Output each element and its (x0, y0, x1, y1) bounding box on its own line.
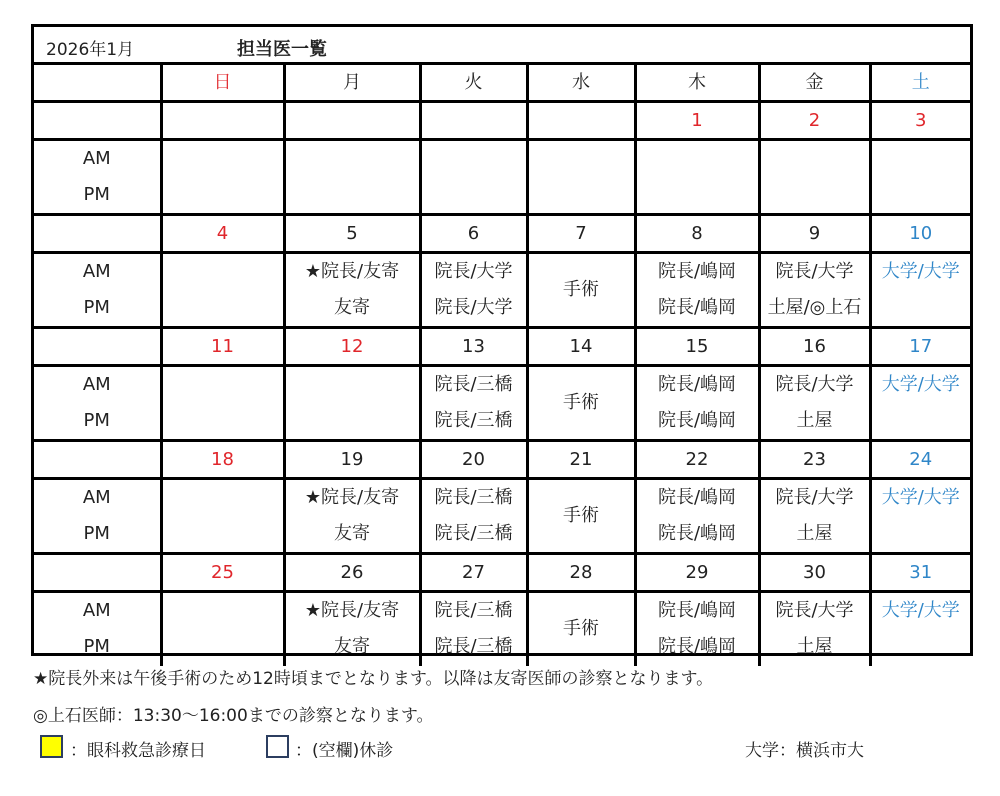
pm-doctors: 土屋 (796, 523, 833, 544)
weekday-header: 木 (635, 65, 759, 102)
pm-doctors (872, 516, 971, 552)
slot-label: PM (83, 523, 110, 544)
date-cell: 5 (284, 215, 420, 253)
schedule-cell (161, 366, 284, 441)
schedule-cell (870, 253, 970, 328)
schedule-cell (284, 479, 420, 554)
pm-doctors: 院長/嶋岡 (657, 523, 737, 544)
schedule-cell (420, 140, 527, 215)
pm-doctors (286, 403, 419, 439)
pm-doctors: 土屋 (796, 410, 833, 431)
schedule-cell (759, 592, 870, 666)
am-doctors: 院長/嶋岡 (657, 487, 737, 508)
schedule-cell (527, 366, 635, 441)
date-cell: 3 (870, 102, 970, 140)
date-cell: 31 (870, 554, 970, 592)
date-cell: 19 (284, 441, 420, 479)
schedule-cell (870, 479, 970, 554)
date-row-label (34, 328, 161, 366)
schedule-cell (284, 140, 420, 215)
am-doctors: 院長/三橋 (434, 487, 513, 508)
date-cell: 18 (161, 441, 284, 479)
weekday-header: 土 (870, 65, 970, 102)
date-cell: 25 (161, 554, 284, 592)
date-row (34, 441, 970, 479)
surgery-label: 手術 (563, 279, 599, 300)
date-row-label (34, 554, 161, 592)
pm-doctors: 院長/大学 (434, 297, 513, 318)
date-cell: 10 (870, 215, 970, 253)
pm-doctors (529, 177, 634, 213)
am-doctors (761, 141, 869, 177)
surgery-label: 手術 (563, 618, 599, 640)
pm-doctors (872, 629, 971, 665)
slot-label: AM (82, 487, 111, 508)
slot-labels (34, 479, 161, 554)
date-cell: 16 (759, 328, 870, 366)
schedule-row (34, 140, 970, 215)
emergency-legend-swatch (40, 735, 63, 758)
am-doctors (286, 141, 419, 177)
am-doctors (163, 254, 283, 290)
slot-labels (34, 140, 161, 215)
note-line-1: ★院長外来は午後手術のため12時頃までとなります。以降は友寄医師の診察となります。 (33, 669, 714, 689)
schedule-cell (284, 592, 420, 666)
pm-doctors: 土屋 (796, 636, 833, 658)
date-cell: 11 (161, 328, 284, 366)
slot-label: PM (83, 184, 110, 205)
schedule-cell (759, 479, 870, 554)
slot-label: PM (83, 410, 110, 431)
date-cell: 6 (420, 215, 527, 253)
weekday-header: 金 (759, 65, 870, 102)
date-cell: 30 (759, 554, 870, 592)
schedule-row (34, 366, 970, 441)
date-cell: 29 (635, 554, 759, 592)
am-doctors (286, 367, 419, 403)
pm-doctors (872, 177, 971, 213)
date-cell: 2 (759, 102, 870, 140)
am-doctors: 大学/大学 (881, 487, 960, 508)
pm-doctors: 友寄 (334, 523, 370, 544)
pm-doctors: 院長/嶋岡 (657, 636, 737, 658)
am-doctors (163, 141, 283, 177)
schedule-cell (870, 592, 970, 666)
corner-cell (34, 65, 161, 102)
date-cell: 27 (420, 554, 527, 592)
am-doctors (163, 593, 283, 629)
am-doctors: ★院長/友寄 (304, 600, 400, 622)
slot-label: AM (82, 374, 111, 395)
schedule-cell (527, 140, 635, 215)
weekday-header: 水 (527, 65, 635, 102)
am-doctors: 院長/嶋岡 (657, 261, 737, 282)
pm-doctors: 友寄 (334, 636, 370, 658)
am-doctors: 院長/大学 (775, 374, 854, 395)
schedule-row (34, 253, 970, 328)
pm-doctors: 友寄 (334, 297, 370, 318)
date-cell: 21 (527, 441, 635, 479)
am-doctors (422, 141, 526, 177)
schedule-cell (635, 253, 759, 328)
am-doctors: 院長/三橋 (434, 374, 513, 395)
am-doctors: ★院長/友寄 (304, 261, 400, 282)
pm-doctors (761, 177, 869, 213)
schedule-cell (870, 140, 970, 215)
schedule-cell (635, 479, 759, 554)
am-doctors (163, 480, 283, 516)
schedule-sheet (31, 24, 973, 656)
am-doctors (163, 367, 283, 403)
am-doctors: 院長/大学 (775, 487, 854, 508)
schedule-cell (161, 140, 284, 215)
calendar-table (34, 65, 970, 666)
sheet-title: 担当医一覧 (237, 39, 327, 60)
pm-doctors (163, 290, 283, 326)
schedule-row (34, 479, 970, 554)
slot-label: AM (82, 148, 111, 169)
date-row (34, 215, 970, 253)
schedule-row (34, 592, 970, 666)
month-label: 2026年1月 (46, 40, 135, 60)
university-note: 大学：横浜市大 (745, 741, 864, 761)
date-cell: 4 (161, 215, 284, 253)
am-doctors: ★院長/友寄 (304, 487, 400, 508)
slot-labels (34, 253, 161, 328)
slot-label: PM (83, 297, 110, 318)
date-cell: 14 (527, 328, 635, 366)
pm-doctors (163, 177, 283, 213)
date-row (34, 328, 970, 366)
note-line-2: ◎上石医師：13:30〜16:00までの診察となります。 (33, 706, 434, 726)
date-cell: 13 (420, 328, 527, 366)
date-cell: 23 (759, 441, 870, 479)
slot-labels (34, 366, 161, 441)
date-cell: 8 (635, 215, 759, 253)
date-cell: 22 (635, 441, 759, 479)
am-doctors (872, 141, 971, 177)
date-row-label (34, 102, 161, 140)
schedule-cell (635, 366, 759, 441)
surgery-label: 手術 (563, 505, 599, 526)
pm-doctors (872, 290, 971, 326)
am-doctors: 大学/大学 (881, 374, 960, 395)
pm-doctors: 院長/三橋 (434, 410, 513, 431)
schedule-cell (284, 366, 420, 441)
schedule-cell (635, 592, 759, 666)
closed-legend-label: ：(空欄)休診 (295, 741, 394, 761)
am-doctors: 大学/大学 (881, 600, 960, 622)
date-cell: 15 (635, 328, 759, 366)
date-cell (420, 102, 527, 140)
schedule-cell (161, 253, 284, 328)
pm-doctors: 院長/嶋岡 (657, 410, 737, 431)
date-cell: 17 (870, 328, 970, 366)
am-doctors (637, 141, 758, 177)
schedule-cell (527, 592, 635, 666)
am-doctors: 大学/大学 (881, 261, 960, 282)
closed-legend-swatch (266, 735, 289, 758)
pm-doctors: 土屋/◎上石 (767, 297, 862, 318)
emergency-legend-label: ：眼科救急診療日 (70, 741, 206, 761)
date-cell: 1 (635, 102, 759, 140)
date-cell: 26 (284, 554, 420, 592)
date-cell: 9 (759, 215, 870, 253)
weekday-header: 日 (161, 65, 284, 102)
am-doctors (529, 141, 634, 177)
date-cell (161, 102, 284, 140)
weekday-header: 月 (284, 65, 420, 102)
schedule-cell (759, 140, 870, 215)
schedule-cell (635, 140, 759, 215)
date-cell: 24 (870, 441, 970, 479)
schedule-cell (420, 253, 527, 328)
schedule-cell (161, 479, 284, 554)
am-doctors: 院長/大学 (775, 600, 854, 622)
slot-label: AM (82, 600, 111, 622)
schedule-cell (284, 253, 420, 328)
slot-labels (34, 592, 161, 666)
schedule-cell (527, 253, 635, 328)
date-cell (284, 102, 420, 140)
am-doctors: 院長/大学 (775, 261, 854, 282)
schedule-cell (420, 592, 527, 666)
sheet-header (34, 27, 970, 65)
date-row-label (34, 441, 161, 479)
pm-doctors: 院長/嶋岡 (657, 297, 737, 318)
weekday-header: 火 (420, 65, 527, 102)
am-doctors: 院長/嶋岡 (657, 374, 737, 395)
pm-doctors (163, 629, 283, 665)
pm-doctors (637, 177, 758, 213)
pm-doctors (872, 403, 971, 439)
surgery-label: 手術 (563, 392, 599, 413)
pm-doctors (286, 177, 419, 213)
schedule-cell (420, 366, 527, 441)
date-row (34, 102, 970, 140)
pm-doctors: 院長/三橋 (434, 636, 513, 658)
pm-doctors (163, 403, 283, 439)
am-doctors: 院長/三橋 (434, 600, 513, 622)
schedule-cell (527, 479, 635, 554)
schedule-cell (420, 479, 527, 554)
am-doctors: 院長/大学 (434, 261, 513, 282)
slot-label: AM (82, 261, 111, 282)
schedule-cell (870, 366, 970, 441)
schedule-cell (161, 592, 284, 666)
date-cell: 28 (527, 554, 635, 592)
schedule-cell (759, 253, 870, 328)
date-cell: 7 (527, 215, 635, 253)
schedule-cell (759, 366, 870, 441)
pm-doctors (163, 516, 283, 552)
pm-doctors (422, 177, 526, 213)
pm-doctors: 院長/三橋 (434, 523, 513, 544)
date-row-label (34, 215, 161, 253)
date-cell: 20 (420, 441, 527, 479)
am-doctors: 院長/嶋岡 (657, 600, 737, 622)
slot-label: PM (83, 636, 110, 658)
weekday-header-row (34, 65, 970, 102)
date-cell: 12 (284, 328, 420, 366)
date-row (34, 554, 970, 592)
date-cell (527, 102, 635, 140)
